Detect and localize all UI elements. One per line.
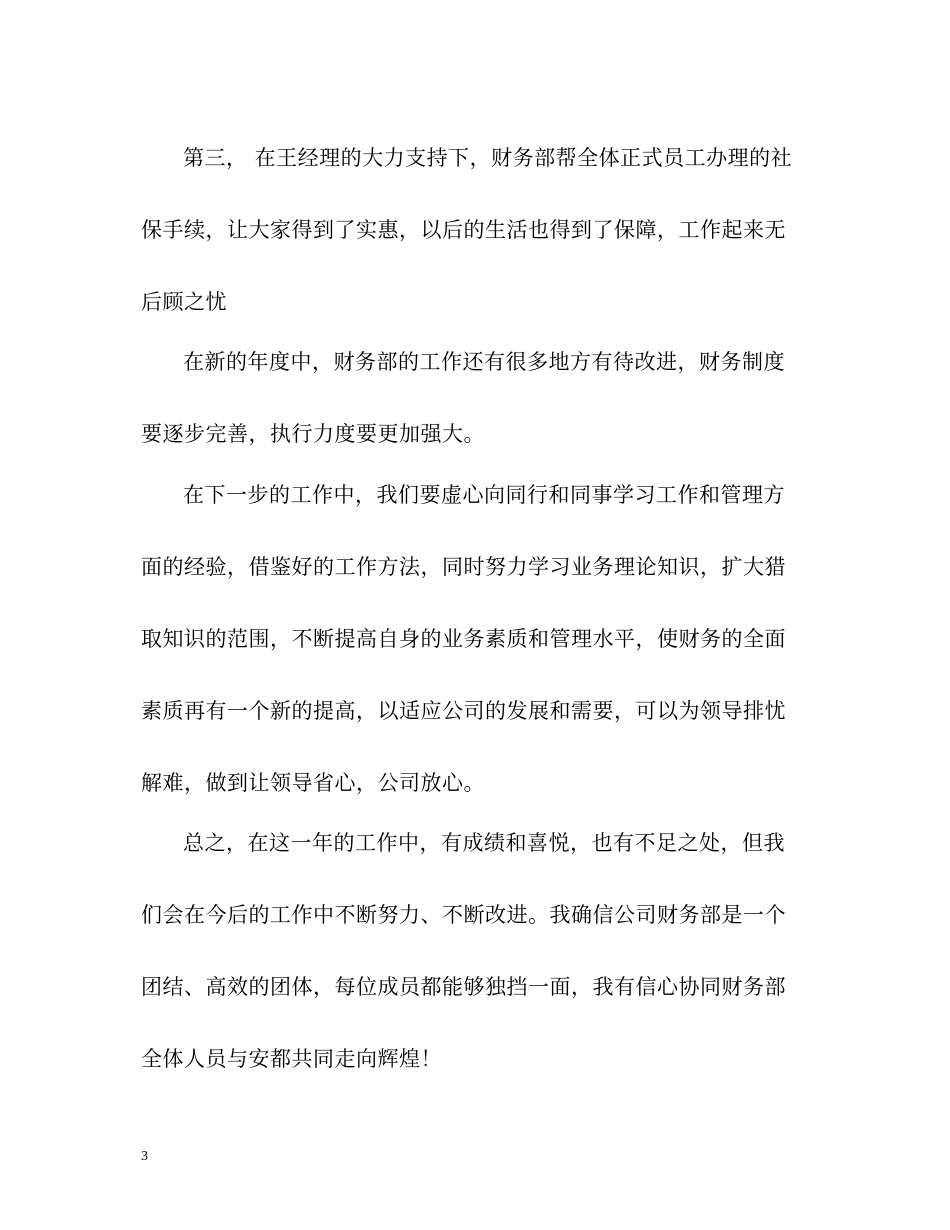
- paragraph-3-line-3: 取知识的范围，不断提高自身的业务素质和管理水平，使财务的全面: [141, 627, 786, 651]
- paragraph-1-line-2: 保手续，让大家得到了实惠，以后的生活也得到了保障，工作起来无: [141, 218, 786, 242]
- paragraph-2-line-1: 在新的年度中，财务部的工作还有很多地方有待改进，财务制度: [183, 350, 785, 374]
- page-number: 3: [141, 1149, 148, 1164]
- paragraph-3-line-1: 在下一步的工作中，我们要虚心向同行和同事学习工作和管理方: [183, 483, 785, 507]
- paragraph-1-line-3: 后顾之忧: [141, 290, 227, 314]
- paragraph-4-line-3: 团结、高效的团体，每位成员都能够独挡一面，我有信心协同财务部: [141, 975, 786, 999]
- paragraph-2-line-2: 要逐步完善，执行力度要更加强大。: [141, 422, 485, 446]
- paragraph-3-line-4: 素质再有一个新的提高，以适应公司的发展和需要，可以为领导排忧: [141, 699, 786, 723]
- paragraph-4-line-4: 全体人员与安都共同走向辉煌！: [141, 1047, 442, 1071]
- paragraph-3-line-2: 面的经验，借鉴好的工作方法，同时努力学习业务理论知识，扩大猎: [141, 555, 786, 579]
- paragraph-1-line-1: 第三， 在王经理的大力支持下，财务部帮全体正式员工办理的社: [183, 146, 793, 170]
- paragraph-3-line-5: 解难，做到让领导省心，公司放心。: [141, 771, 485, 795]
- paragraph-4-line-2: 们会在今后的工作中不断努力、不断改进。我确信公司财务部是一个: [141, 903, 786, 927]
- paragraph-4-line-1: 总之，在这一年的工作中，有成绩和喜悦，也有不足之处，但我: [183, 831, 785, 855]
